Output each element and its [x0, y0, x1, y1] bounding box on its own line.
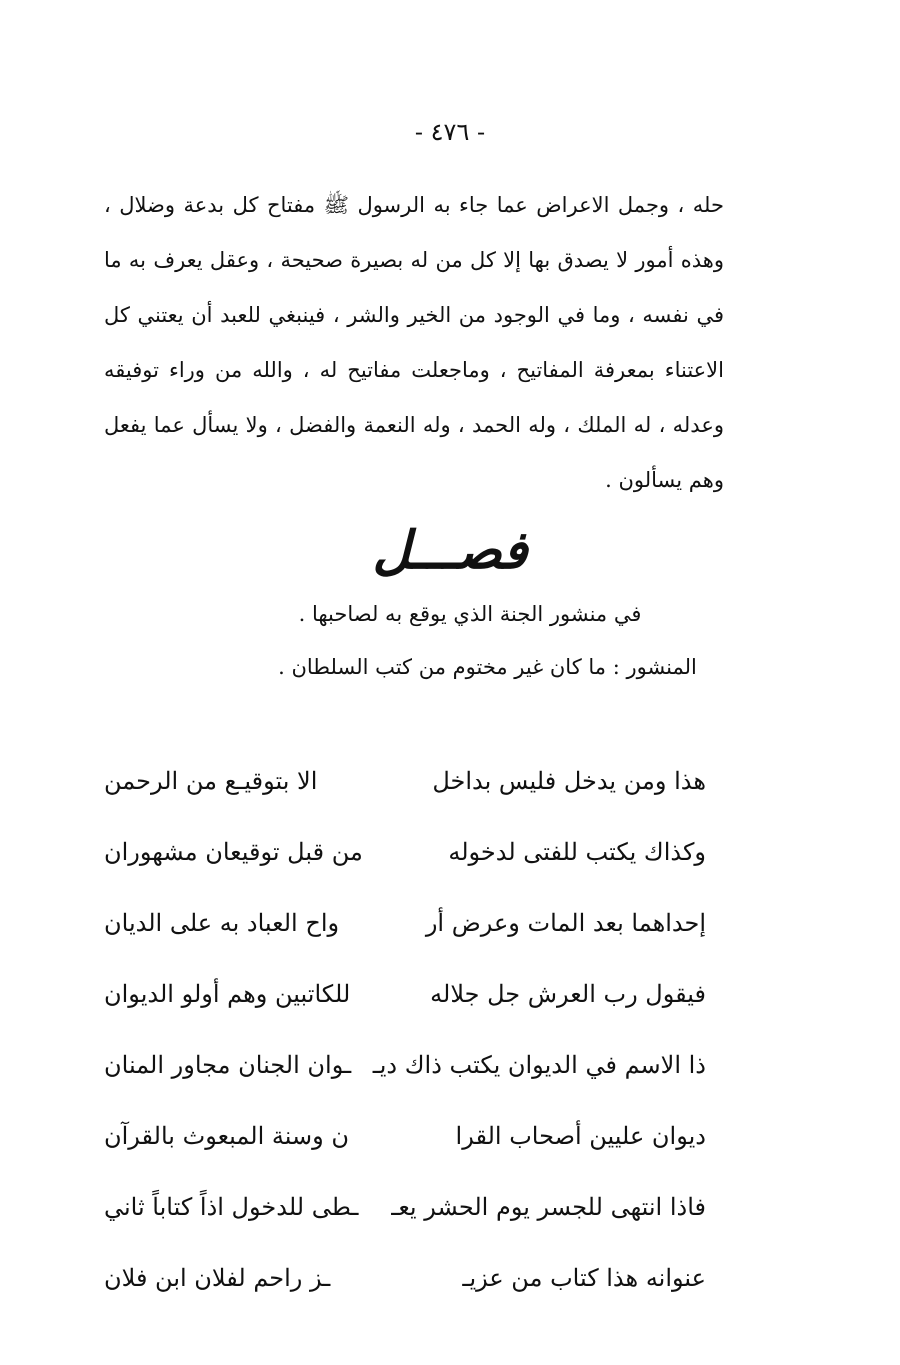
verse	[104, 958, 706, 1029]
verse	[104, 745, 706, 816]
verse-first-hemistich: ذا الاسم في الديوان يكتب ذاك ديـ	[372, 1050, 706, 1079]
verse-first-hemistich: هذا ومن يدخل فليس بداخل	[432, 766, 706, 795]
section-subtitle-2: المنشور : ما كان غير مختوم من كتب السلطان .	[278, 655, 697, 679]
verse-first-hemistich: ديوان عليين أصحاب القرا	[455, 1121, 706, 1150]
verse-second-hemistich: واح العباد به على الديان	[104, 908, 340, 937]
verse-first-hemistich: وكذاك يكتب للفتى لدخوله	[448, 837, 706, 866]
section-title: فصـــل	[372, 520, 528, 581]
poem	[104, 745, 706, 1313]
verse	[104, 1171, 706, 1242]
verse-second-hemistich: من قبل توقيعان مشهوران	[104, 837, 363, 866]
verse-first-hemistich: إحداهما بعد المات وعرض أر	[425, 908, 706, 937]
verse	[104, 887, 706, 958]
verse-first-hemistich: عنوانه هذا كتاب من عزيـ	[462, 1263, 706, 1292]
prose-paragraph: حله ، وجمل الاعراض عما جاء به الرسول ﷺ مفتاح كل بدعة وضلال ، وهذه أمور لا يصدق بها إلا كل من له بصيرة صحيحة ، وعقل يعرف به ما في نفسه ، وما في الوجود من الخير والشر ، فينبغي للعبد أن يعتني كل الاعتناء بمعرفة المفاتيح ، وماجعلت مفاتيح له ، والله من وراء توفيقه وعدله ، له الملك ، وله الحمد ، وله النعمة والفضل ، ولا يسأل عما يفعل وهم يسألون .	[104, 193, 724, 492]
verse-second-hemistich: ـوان الجنان مجاور المنان	[104, 1050, 352, 1079]
verse-first-hemistich: فاذا انتهى للجسر يوم الحشر يعـ	[391, 1192, 706, 1221]
verse	[104, 816, 706, 887]
page-number: - ٤٧٦ -	[414, 118, 486, 146]
verse	[104, 1100, 706, 1171]
verse-second-hemistich: الا بتوقيـع من الرحمن	[104, 766, 318, 795]
verse-first-hemistich: فيقول رب العرش جل جلاله	[430, 979, 706, 1008]
section-subtitle-1: في منشور الجنة الذي يوقع به لصاحبها .	[298, 602, 642, 626]
verse	[104, 1029, 706, 1100]
verse-second-hemistich: ـز راحم لفلان ابن فلان	[104, 1263, 331, 1292]
verse-second-hemistich: ن وسنة المبعوث بالقرآن	[104, 1121, 349, 1150]
verse-second-hemistich: ـطى للدخول اذاً كتاباً ثاني	[104, 1192, 359, 1221]
prose-block	[104, 178, 724, 508]
verse-second-hemistich: للكاتبين وهم أولو الديوان	[104, 979, 351, 1008]
verse	[104, 1242, 706, 1313]
